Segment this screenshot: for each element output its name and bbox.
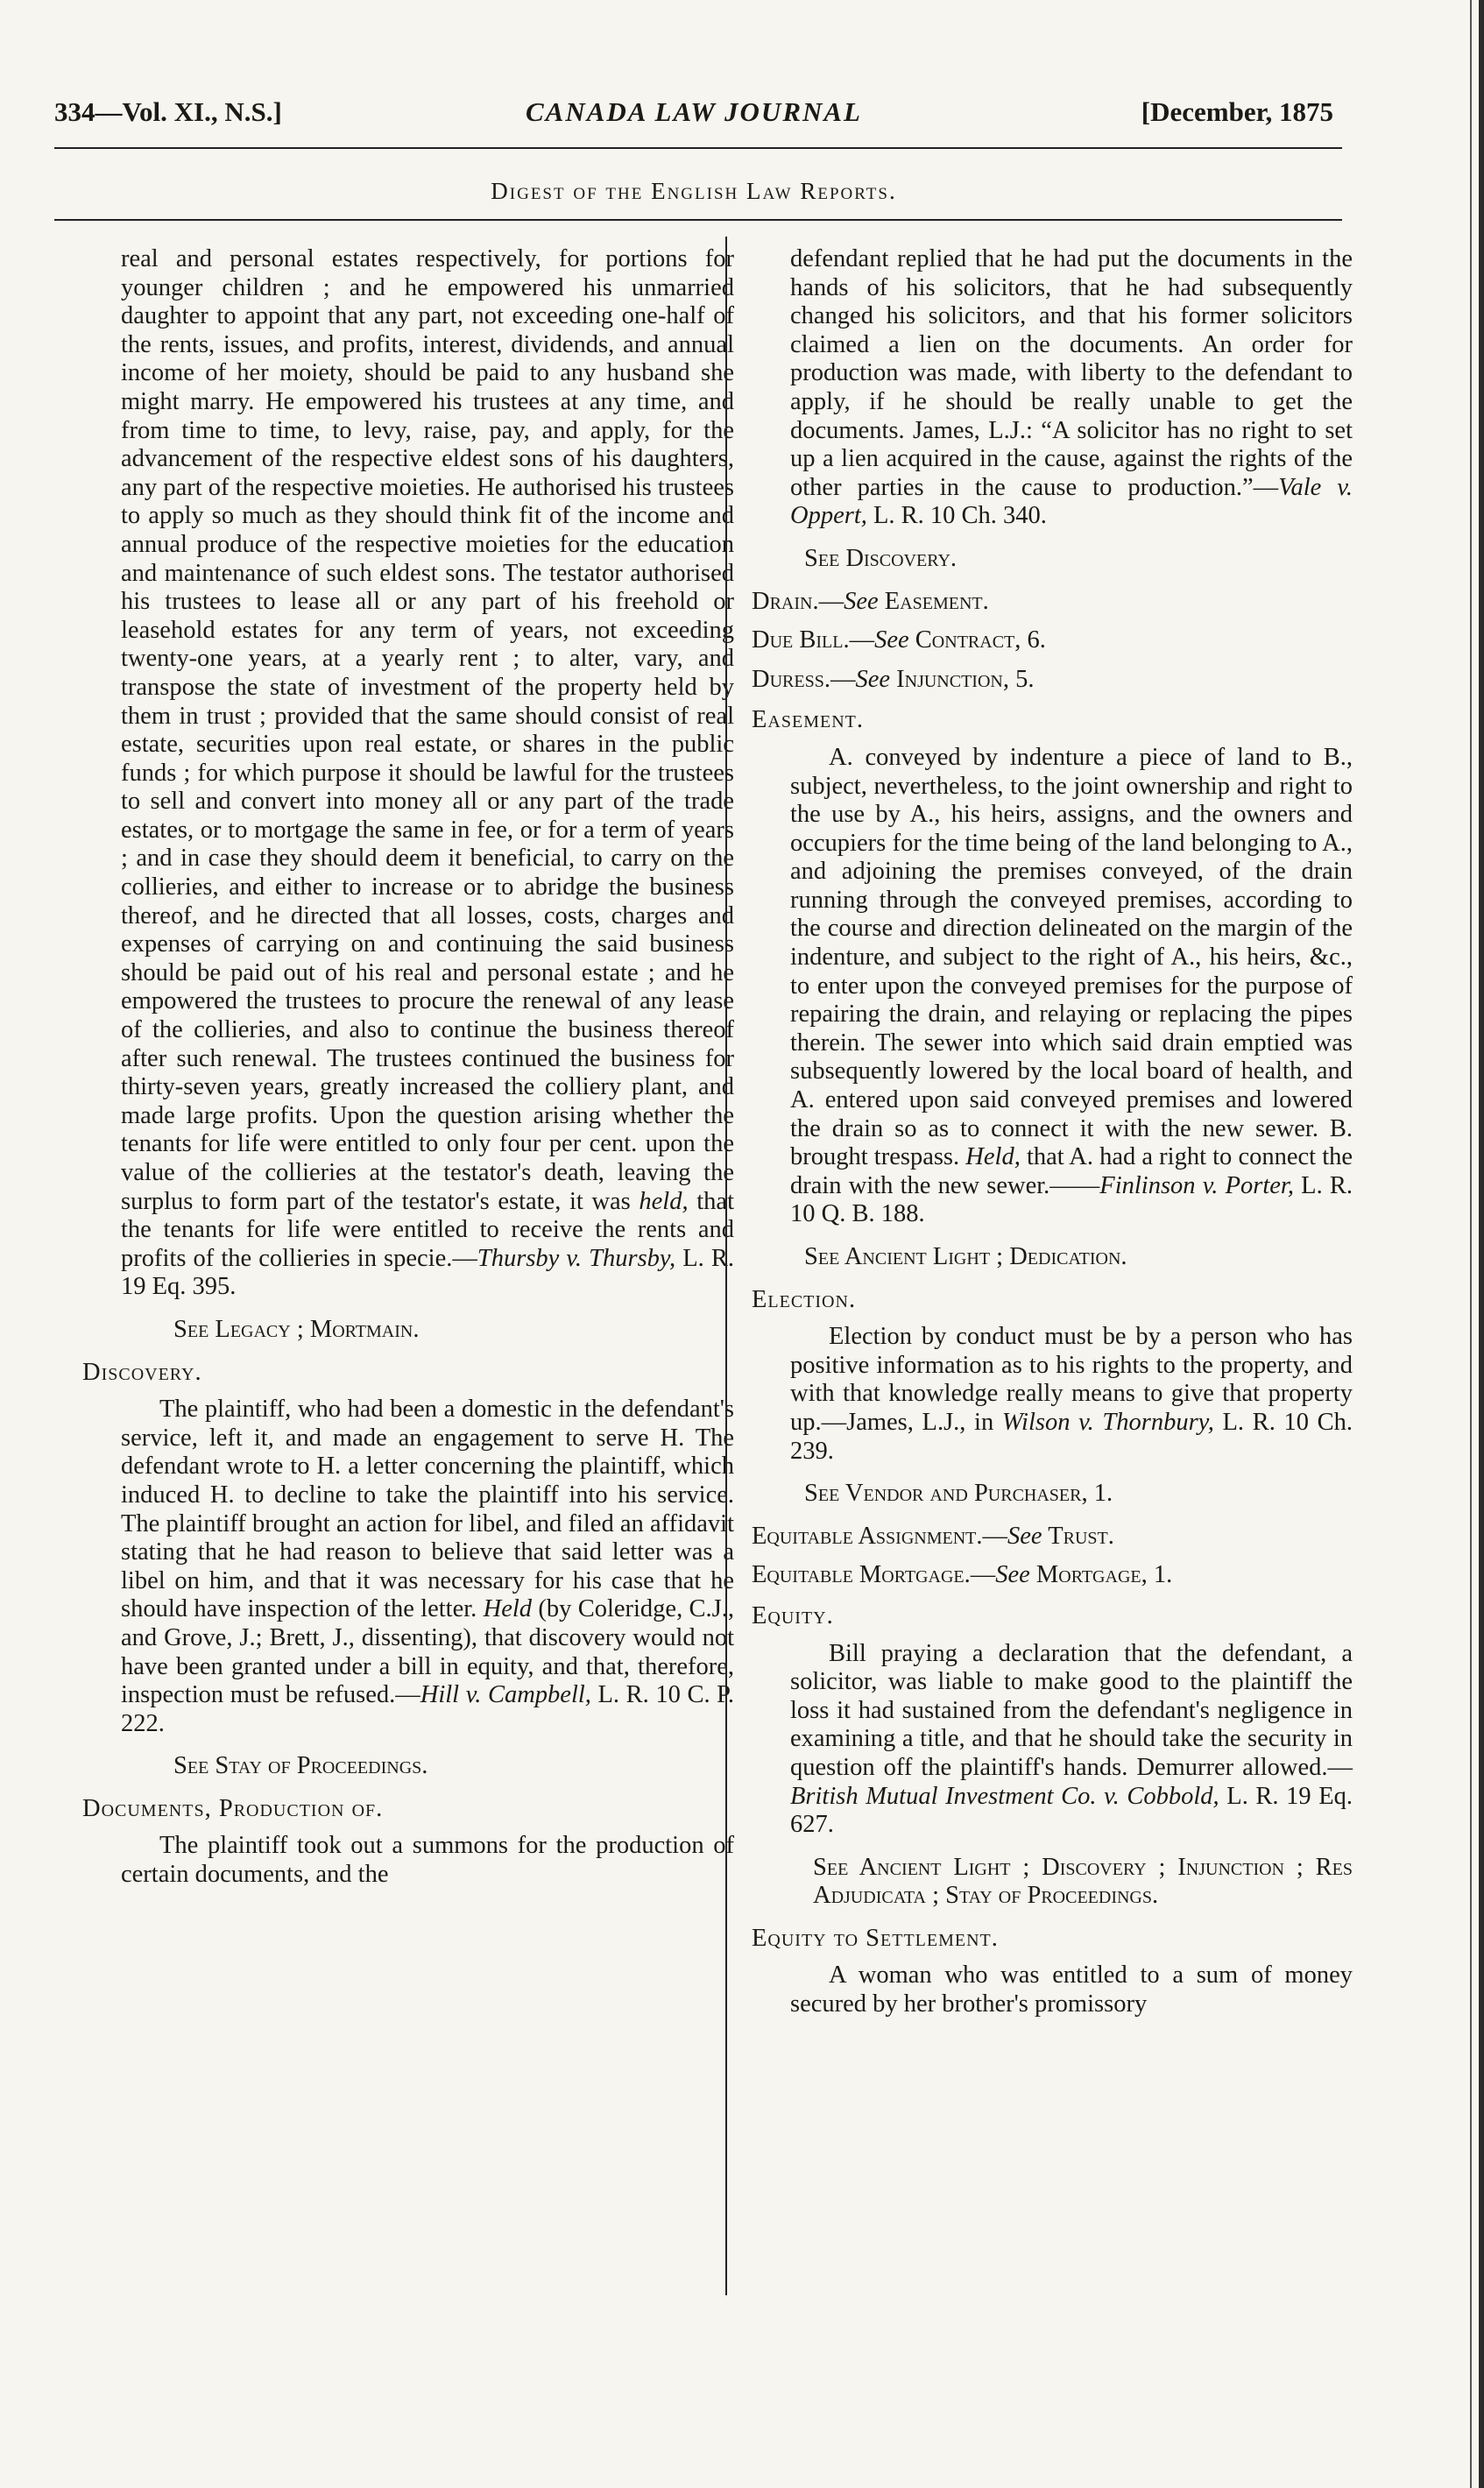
section-title: Digest of the English Law Reports.: [491, 178, 897, 204]
see-also-discovery: See Discovery.: [804, 544, 958, 572]
left-paragraph-continued: real and personal estates respectively, for portions for younger children ; and he empowered his unmarried daughter to appoint that any part, not exceeding one-half of the rents, issues, and profits, interest, dividends, and annual income of her moiety, should be paid to any husband she might marry. He empowered his trustees at any time, and from time to time, to levy, raise, pay, and apply, for the advancement of the respective eldest sons of his daughters, any part of the respective moieties. He authorised his trustees to apply so much as they should think fit of the income and annual produce of the respective moieties for the education and maintenance of such eldest sons. The testator authorised his trustees to lease all or any part of his freehold or leasehold estates for any term of years, not exceeding twenty-one years, at a yearly rent ; to alter, vary, and transpose the state of investment of the property held by them in trust ; provided that the same should consist of real estate, securities upon real estate, or shares in the public funds ; for which purpose it should be lawful for the trustees to sell and convert into money all or any part of the trade estates, or to mortgage the same in fee, or for a term of years ; and in case they should deem it beneficial, to carry on the collieries, and either to increase or to abridge the business thereof, and he directed that all losses, costs, charges and expenses of carrying on and continuing the said business should be paid out of his real and personal estate ; and he empowered the trustees to procure the renewal of any lease of the collieries, and also to continue the business thereof after such renewal. The trustees continued the business for thirty-seven years, greatly increased the colliery plant, and made large profits. Upon the question arising whether the tenants for life were entitled to only four per cent. upon the value of the collieries at the testator's death, leaving the surplus to form part of the testator's estate, it was held, that the tenants for life were entitled to receive the rents and profits of the collieries in specie.—Thursby v. Thursby, L. R. 19 Eq. 395.: [121, 245, 734, 1301]
election-paragraph: Election by conduct must be by a person who has positive information as to his rights to the property, and with that knowledge really means to give that property up.—James, L.J., in Wilson v. Thornbury, L. R. 10 Ch. 239.: [790, 1323, 1353, 1465]
heading-discovery: Discovery.: [82, 1358, 202, 1386]
xref-equitable-mortgage: Equitable Mortgage.—See Mortgage, 1.: [752, 1561, 1173, 1589]
journal-title: CANADA LAW JOURNAL: [526, 96, 862, 127]
see-also-stay: See Stay of Proceedings.: [173, 1752, 428, 1780]
see-also-equity: See Ancient Light ; Discovery ; Injunction ; Res Adjudicata ; Stay of Proceedings.: [813, 1853, 1353, 1910]
heading-documents: Documents, Production of.: [82, 1794, 384, 1822]
documents-paragraph: The plaintiff took out a summons for the production of certain documents, and the: [121, 1832, 734, 1889]
xref-drain: Drain.—See Easement.: [752, 587, 989, 615]
see-also-ancient-light: See Ancient Light ; Dedication.: [804, 1243, 1127, 1270]
equity-paragraph: Bill praying a declaration that the defendant, a solicitor, was liable to make good to the plaintiff the loss it had sustained from the defendant's negligence in examining a title, and that he should take the security in question off the plaintiff's hands. Demurrer allowed.—British Mutual Investment Co. v. Cobbold, L. R. 19 Eq. 627.: [790, 1639, 1353, 1839]
right-paragraph-continued: defendant replied that he had put the documents in the hands of his solicitors, that he had subsequently changed his solicitors, and that his former solicitors claimed a lien on the documents. An order for production was made, with liberty to the defendant to apply, if he should be really unable to get the documents. James, L.J.: “A solicitor has no right to set up a lien acquired in the cause, against the rights of the other parties in the cause to production.”—Vale v. Oppert, L. R. 10 Ch. 340.: [790, 245, 1353, 530]
see-also-legacy: See Legacy ; Mortmain.: [173, 1315, 420, 1343]
page-volume: 334—Vol. XI., N.S.]: [54, 96, 282, 127]
heading-equity: Equity.: [752, 1601, 834, 1629]
xref-due-bill: Due Bill.—See Contract, 6.: [752, 626, 1046, 654]
column-divider: [725, 237, 727, 2295]
header-rule: [54, 147, 1342, 149]
settlement-paragraph: A woman who was entitled to a sum of money secured by her brother's promissory: [790, 1961, 1353, 2018]
subtitle-rule: [54, 219, 1342, 221]
left-column: [82, 245, 735, 1890]
issue-date: [December, 1875: [1141, 96, 1333, 127]
xref-duress: Duress.—See Injunction, 5.: [752, 665, 1035, 693]
heading-equity-settlement: Equity to Settlement.: [752, 1924, 999, 1952]
page-edge-shadow: [1470, 0, 1472, 2488]
easement-paragraph: A. conveyed by indenture a piece of land to B., subject, nevertheless, to the joint ownership and right to the use by A., his heirs, assigns, and the owners and occupiers for the time being of the land belonging to A., and adjoining the premises conveyed, of the drain running through the conveyed premises, according to the course and direction delineated on the margin of the indenture, and subject to the right of A., his heirs, &c., to enter upon the conveyed premises for the purpose of repairing the drain, and relaying or replacing the pipes therein. The sewer into which said drain emptied was subsequently lowered by the local board of health, and A. entered upon said conveyed premises and lowered the drain so as to connect it with the new sewer. B. brought trespass. Held, that A. had a right to connect the drain with the new sewer.——Finlinson v. Porter, L. R. 10 Q. B. 188.: [790, 743, 1353, 1228]
heading-easement: Easement.: [752, 706, 864, 734]
heading-election: Election.: [752, 1285, 857, 1313]
page-edge: [1479, 0, 1484, 2488]
discovery-paragraph: The plaintiff, who had been a domestic in the defendant's service, left it, and made an engagement to serve H. The defendant wrote to H. a letter concerning the plaintiff, which induced H. to decline to take the plaintiff into his service. The plaintiff brought an action for libel, and filed an affidavit stating that he had reason to believe that said letter was a libel on him, and that it was necessary for his case that he should have inspection of the letter. Held (by Coleridge, C.J., and Grove, J.; Brett, J., dissenting), that discovery would not have been granted under a bill in equity, and that, therefore, inspection must be refused.—Hill v. Campbell, L. R. 10 C. P. 222.: [121, 1396, 735, 1737]
right-column: [752, 245, 1353, 2019]
see-also-vendor: See Vendor and Purchaser, 1.: [804, 1480, 1113, 1508]
xref-equitable-assignment: Equitable Assignment.—See Trust.: [752, 1522, 1114, 1550]
running-header: [54, 96, 1333, 140]
